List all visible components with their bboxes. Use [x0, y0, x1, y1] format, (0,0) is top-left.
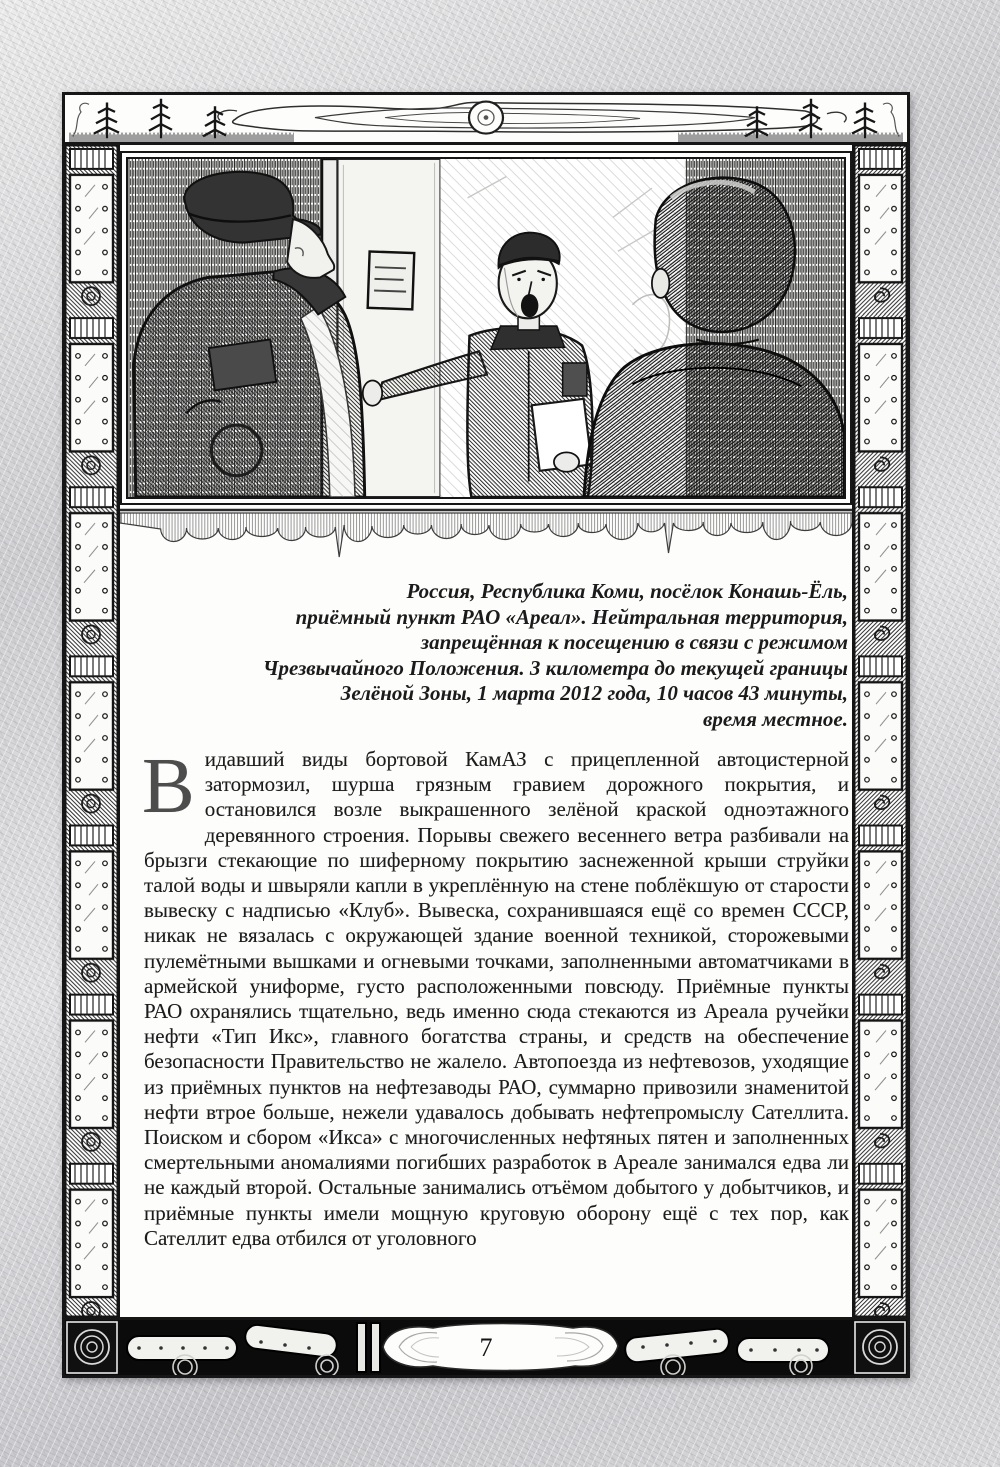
right-ornament-strip — [852, 145, 907, 1317]
epigraph-line: время местное. — [703, 706, 848, 731]
epigraph-line: приёмный пункт РАО «Ареал». Нейтральная территория, — [295, 604, 848, 629]
page-content — [120, 145, 852, 1317]
epigraph-line: запрещённая к посещению в связи с режимом — [420, 630, 848, 654]
left-ornament-strip — [65, 145, 120, 1317]
door-sign — [368, 251, 415, 309]
epigraph — [120, 579, 852, 732]
pencil-sketch-illustration — [128, 159, 844, 497]
riveted-plates-right — [854, 145, 907, 1317]
epigraph-line: Чрезвычайного Положения. 3 километра до текущей границы — [262, 655, 848, 680]
paragraph-text: идавший виды бортовой КамАЗ с прицепленной автоцистерной затормозил, шурша грязным гравием дорожного покрытия, и остановился возле выкрашенного зелёной краской одноэтажного деревянного строения. Порывы свежего весеннего ветра разбивали на брызги стекающие по шиферному покрытию заснеженной крыши струйки талой воды и швыряли капли в укреплённую на стене поблёкшую от старости вывеску с надписью «Клуб». Вывеска, сохранившаяся ещё со времен СССР, никак не вязалась с окружающей здание военной техникой, сторожевыми пулемётными вышками и огневыми точками, заполненными автоматчиками в армейской униформе, густо расположенными повсюду. Приёмные пункты РАО охранялись тщательно, ведь именно сюда стекаются из Ареала ручейки нефти «Тип Икс», главного богатства страны, и средств на обеспечение безопасности Правительство не жалело. Автопоезда из нефтевозов, уходящие из приёмных пунктов на нефтезаводы РАО, суммарно привозили знаменитой нефти втрое больше, нежели удавалось добывать нефтепромыслу Сателлита. Поиском и сбором «Икса» с многочисленных нефтяных пятен и заполненных смертельными аномалиями погибших разработок в Ареале занимался едва ли не каждый второй. Остальные занимались отъёмом добытого у добытчиков, и приёмные пункты имели мощную круговую оборону ещё с тех пор, как Сателлит едва отбился от уголовного — [144, 747, 849, 1250]
epigraph-line: Россия, Республика Коми, посёлок Конашь-Ёль, — [406, 579, 848, 603]
epigraph-line: Зелёной Зоны, 1 марта 2012 года, 10 часов 43 минуты, — [340, 681, 848, 705]
illustration-frame — [120, 151, 852, 505]
icicle-fringe — [120, 505, 852, 563]
illustration — [126, 157, 846, 499]
riveted-plates-left — [65, 145, 118, 1317]
back-of-head — [655, 178, 795, 332]
decorative-page-frame — [62, 92, 910, 1378]
spruce-trees-left — [94, 99, 226, 138]
clouds-sun-ornament — [65, 95, 907, 142]
open-mouth — [521, 294, 538, 317]
spruce-trees-right — [745, 99, 877, 138]
page-number: 7 — [479, 1333, 493, 1362]
drop-cap: В — [142, 743, 195, 830]
body-paragraph — [120, 743, 852, 1251]
bottom-ornament-band — [65, 1317, 907, 1375]
top-ornament-band — [65, 95, 907, 145]
